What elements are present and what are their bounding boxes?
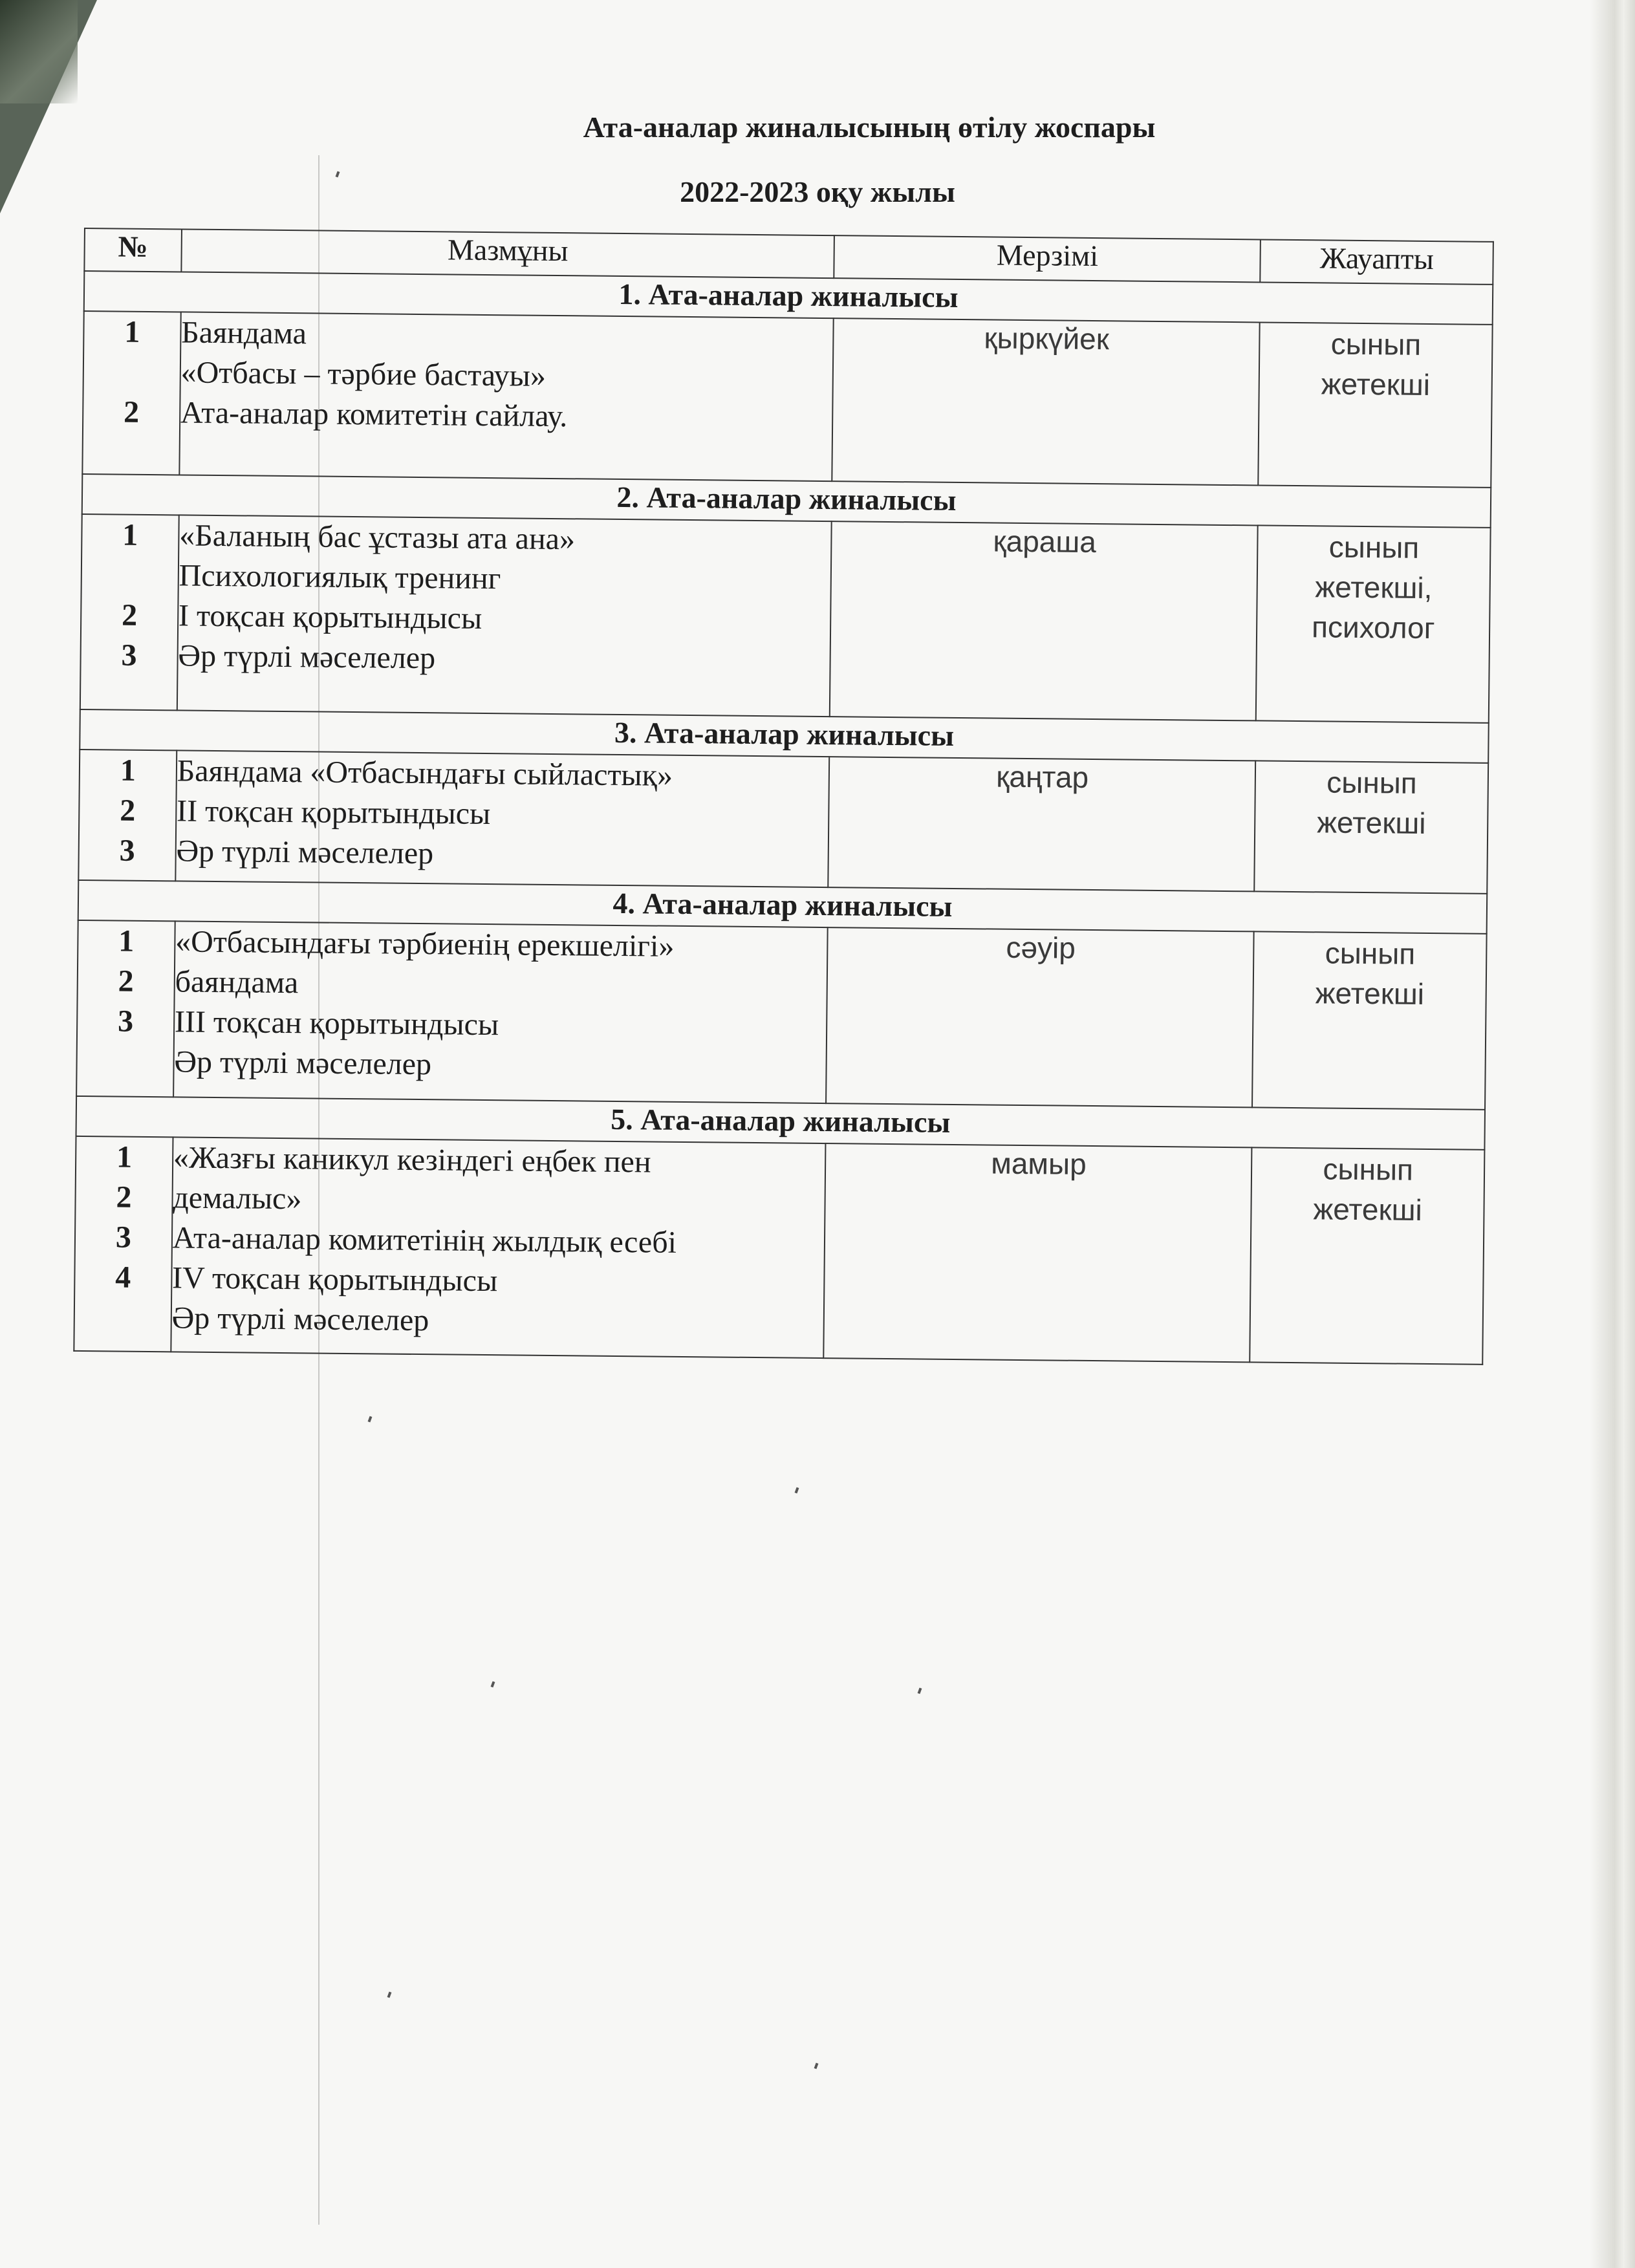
meeting-content — [179, 312, 834, 481]
section-heading: 4. Ата-аналар жиналысы — [78, 880, 1487, 934]
meeting-date: қараша — [830, 521, 1258, 720]
responsible-person — [1259, 322, 1493, 487]
table-row — [74, 1136, 1484, 1365]
responsible-line: сынып — [1326, 765, 1417, 800]
content-line: «Отбасы – тәрбие бастауы» — [180, 355, 547, 393]
content-line: Ата-аналар комитетін сайлау. — [180, 395, 568, 434]
responsible-person — [1252, 931, 1486, 1109]
content-line: Баяндама «Отбасындағы сыйластық» — [177, 753, 673, 793]
meeting-content — [171, 1137, 826, 1358]
section-heading: 5. Ата-аналар жиналысы — [76, 1096, 1485, 1150]
content-line: Әр түрлі мәселелер — [178, 638, 436, 676]
content-line: «Отбасындағы тәрбиенің ерекшелігі» — [175, 924, 675, 964]
content-line: Әр түрлі мәселелер — [171, 1301, 429, 1338]
meeting-plan-table — [73, 228, 1494, 1365]
table-row — [78, 750, 1488, 894]
responsible-line: жетекші — [1313, 1192, 1423, 1227]
meeting-date: мамыр — [824, 1143, 1252, 1362]
meeting-content — [173, 921, 828, 1103]
responsible-line: сынып — [1330, 327, 1422, 362]
content-line: баяндама — [175, 964, 299, 1000]
scan-speck — [387, 1992, 392, 1998]
item-number: 2 — [116, 1180, 132, 1215]
scan-speck — [795, 1487, 799, 1494]
school-year: 2022-2023 оқу жылы — [680, 175, 955, 208]
item-number: 2 — [123, 394, 140, 429]
section-heading: 3. Ата-аналар жиналысы — [80, 709, 1488, 763]
meeting-date: қаңтар — [828, 757, 1256, 891]
item-numbers — [80, 514, 179, 710]
table-row — [82, 311, 1492, 488]
header-content: Мазмұны — [181, 229, 834, 278]
page-stack-edge — [1590, 0, 1635, 2268]
header-responsible: Жауапты — [1261, 239, 1493, 284]
responsible-line: сынып — [1325, 936, 1416, 971]
content-line: ІV тоқсан қорытындысы — [171, 1260, 498, 1299]
meeting-date: сәуір — [826, 927, 1254, 1107]
item-number: 1 — [118, 923, 135, 958]
responsible-line: сынып — [1328, 530, 1420, 565]
scan-shadow-gradient — [0, 0, 78, 103]
item-number: 1 — [116, 1139, 133, 1174]
content-line: демалыс» — [173, 1180, 302, 1216]
meeting-content — [175, 750, 829, 887]
content-line: Ата-аналар комитетінің жылдық есебі — [172, 1220, 677, 1260]
responsible-line: психолог — [1311, 610, 1435, 645]
item-number: 1 — [120, 753, 136, 788]
content-line: «Жазғы каникул кезіндегі еңбек пен — [173, 1140, 651, 1180]
responsible-person — [1250, 1147, 1485, 1364]
responsible-line: жетекші, — [1315, 570, 1433, 605]
header-number: № — [84, 228, 181, 272]
item-numbers — [76, 920, 175, 1097]
section-heading: 1. Ата-аналар жиналысы — [84, 271, 1493, 325]
item-number: 3 — [117, 1004, 134, 1039]
item-number: 4 — [115, 1260, 131, 1295]
item-numbers — [74, 1136, 173, 1352]
item-number: 3 — [121, 638, 137, 673]
responsible-person — [1256, 525, 1491, 722]
item-number: 3 — [115, 1220, 132, 1255]
responsible-line: жетекші — [1317, 805, 1426, 840]
scan-speck — [491, 1681, 495, 1688]
content-line: Әр түрлі мәселелер — [174, 1044, 432, 1082]
item-numbers — [78, 750, 177, 881]
content-line: Баяндама — [180, 315, 307, 351]
table-row — [76, 920, 1487, 1110]
table-row — [80, 514, 1491, 723]
content-line: ІІ тоқсан қорытындысы — [176, 794, 491, 832]
header-date: Мерзімі — [834, 235, 1261, 282]
document-title: Ата-аналар жиналысының өтілу жоспары — [583, 111, 1156, 144]
content-line: «Баланың бас ұстазы ата ана» — [179, 518, 576, 557]
item-number: 3 — [119, 833, 135, 868]
responsible-person — [1255, 761, 1489, 893]
meeting-date: қыркүйек — [832, 318, 1260, 485]
item-number: 1 — [122, 517, 138, 552]
scan-speck — [918, 1688, 922, 1694]
content-line: Психологиялық тренинг — [179, 558, 501, 596]
content-line: І тоқсан қорытындысы — [178, 598, 482, 636]
section-heading: 2. Ата-аналар жиналысы — [82, 474, 1491, 528]
item-number: 2 — [119, 793, 136, 828]
scan-speck — [814, 2063, 819, 2069]
item-numbers — [82, 311, 180, 475]
item-number: 2 — [121, 598, 138, 632]
content-line: Әр түрлі мәселелер — [176, 834, 434, 871]
content-line: ІІІ тоқсан қорытындысы — [174, 1004, 499, 1042]
scan-speck — [368, 1416, 373, 1423]
responsible-line: сынып — [1323, 1152, 1414, 1187]
responsible-line: жетекші — [1315, 976, 1425, 1011]
meeting-content — [177, 515, 832, 717]
responsible-line: жетекші — [1321, 367, 1431, 402]
item-number: 1 — [124, 314, 140, 349]
item-number: 2 — [118, 964, 134, 999]
